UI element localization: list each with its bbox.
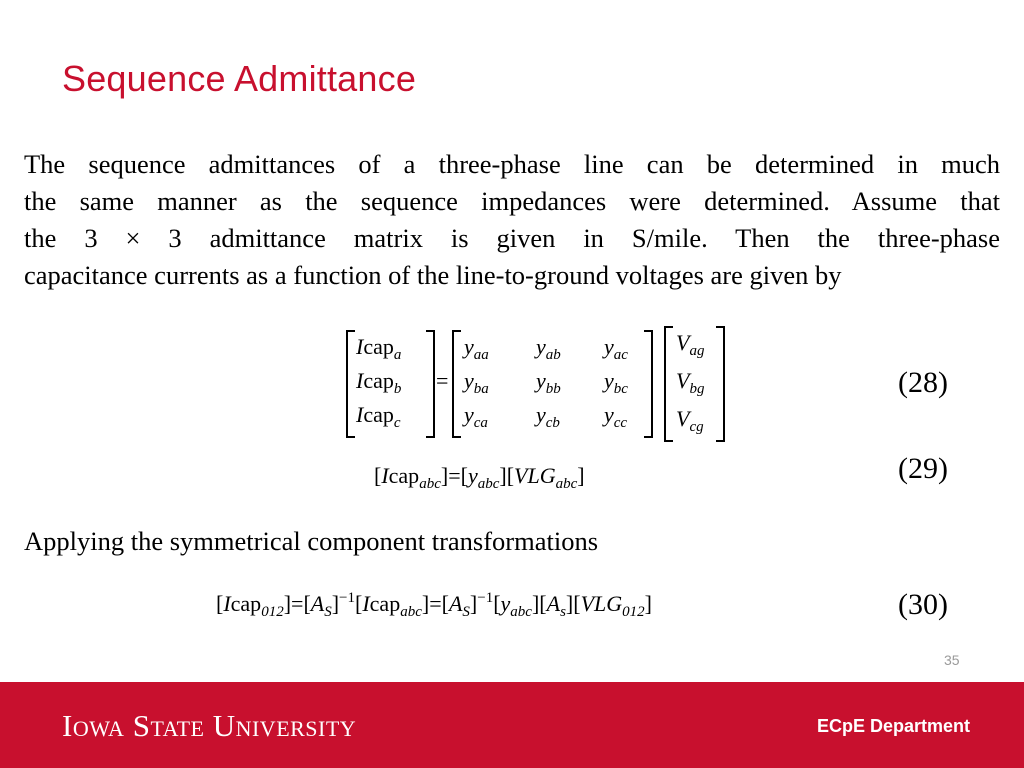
rhs-entry-bg: $V_{bg}$	[676, 368, 705, 397]
equation-number-30: (30)	[898, 588, 948, 621]
rhs-entry-cg: $V_{cg}$	[676, 406, 704, 435]
matrix-cell: $y_{cc}$	[604, 402, 628, 431]
paragraph-line: the same manner as the sequence impedances were determined. Assume that	[24, 186, 1000, 216]
equation-number-29: (29)	[898, 452, 948, 485]
equals-sign: =	[436, 368, 449, 393]
matrix-cell: $y_{ba}$	[464, 368, 489, 397]
lhs-entry-c: Icap$_c$	[356, 402, 401, 431]
intro-paragraph	[24, 146, 1000, 294]
lhs-entry-a: Icap$_a$	[356, 334, 402, 363]
page-number: 35	[944, 652, 960, 668]
paragraph-line: the 3 × 3 admittance matrix is given in S/mile. Then the three-phase	[24, 223, 1000, 253]
matrix-cell: $y_{bb}$	[536, 368, 561, 397]
paragraph-line: capacitance currents as a function of the line-to-ground voltages are given by	[24, 260, 842, 290]
university-wordmark: IOWA STATE UNIVERSITY	[62, 708, 357, 743]
left-bracket	[452, 330, 461, 438]
applying-text: Applying the symmetrical component transformations	[24, 526, 599, 556]
left-bracket	[346, 330, 355, 438]
paragraph-line: The sequence admittances of a three-phase line can be determined in much	[24, 149, 1000, 179]
slide-title: Sequence Admittance	[62, 58, 417, 99]
footer-bar	[0, 682, 1024, 768]
equation-30: $[Icap_{012}]=[A_S]^{-1}[Icap_{abc}]=[A_S]^{-1}[y_{abc}][A_s][VLG_{012}]$	[216, 590, 652, 620]
right-bracket	[644, 330, 653, 438]
matrix-cell: $y_{ca}$	[464, 402, 488, 431]
matrix-cell: $y_{aa}$	[464, 334, 489, 363]
matrix-cell: $y_{ac}$	[604, 334, 628, 363]
left-bracket	[664, 326, 673, 442]
department-label: ECpE Department	[816, 716, 970, 736]
equation-29: $[Icap_{abc}]=[y_{abc}][VLG_{abc}]$	[374, 463, 585, 492]
equation-number-28: (28)	[898, 366, 948, 399]
lhs-entry-b: Icap$_b$	[356, 368, 402, 397]
equation-28-matrix	[346, 330, 736, 438]
matrix-cell: $y_{ab}$	[536, 334, 561, 363]
right-bracket	[426, 330, 435, 438]
matrix-cell: $y_{bc}$	[604, 368, 628, 397]
right-bracket	[716, 326, 725, 442]
matrix-cell: $y_{cb}$	[536, 402, 560, 431]
rhs-entry-ag: $V_{ag}$	[676, 330, 705, 359]
